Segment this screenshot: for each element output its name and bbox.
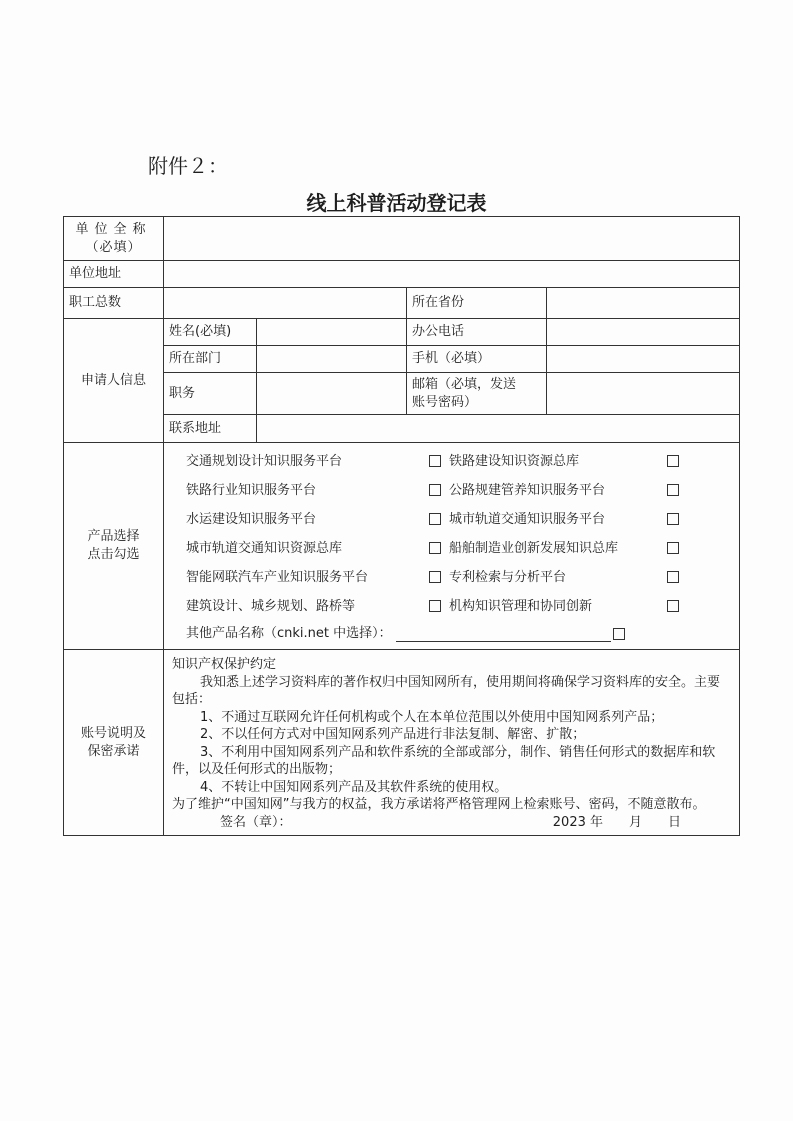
product-checkbox[interactable] xyxy=(429,571,441,583)
contact-address-label: 联系地址 xyxy=(164,415,257,443)
department-field[interactable] xyxy=(257,346,407,373)
product-checkbox[interactable] xyxy=(429,513,441,525)
mobile-label: 手机（必填） xyxy=(407,346,547,373)
staff-total-field[interactable] xyxy=(164,288,407,319)
product-label: 城市轨道交通知识服务平台 xyxy=(449,511,606,527)
signature-label: 签名（章）： xyxy=(220,814,292,830)
product-label: 公路规建管养知识服务平台 xyxy=(449,482,606,498)
product-checkbox[interactable] xyxy=(667,542,679,554)
product-row xyxy=(186,592,731,621)
product-checkbox[interactable] xyxy=(667,600,679,612)
office-phone-label: 办公电话 xyxy=(407,319,547,346)
product-row xyxy=(186,505,731,534)
unit-address-field[interactable] xyxy=(164,261,740,288)
product-label: 铁路行业知识服务平台 xyxy=(186,482,317,498)
product-checkbox[interactable] xyxy=(429,484,441,496)
office-phone-field[interactable] xyxy=(547,319,740,346)
province-label: 所在省份 xyxy=(407,288,547,319)
product-label: 城市轨道交通知识资源总库 xyxy=(186,540,343,556)
department-label: 所在部门 xyxy=(164,346,257,373)
staff-total-label: 职工总数 xyxy=(64,288,164,319)
product-section-label: 产品选择 点击勾选 xyxy=(64,443,164,650)
terms-promise: 为了维护“中国知网”与我方的权益，我方承诺将严格管理网上检索账号、密码，不随意散布。 xyxy=(172,797,706,813)
form-title: 线上科普活动登记表 xyxy=(306,191,487,215)
province-field[interactable] xyxy=(547,288,740,319)
product-checkbox[interactable] xyxy=(429,455,441,467)
other-product-row xyxy=(186,621,731,647)
email-field[interactable] xyxy=(547,373,740,415)
product-label: 船舶制造业创新发展知识总库 xyxy=(449,540,619,556)
terms-heading: 知识产权保护约定 xyxy=(172,657,277,672)
applicant-section-label: 申请人信息 xyxy=(64,319,164,443)
product-label: 机构知识管理和协同创新 xyxy=(449,598,593,614)
unit-name-field[interactable] xyxy=(164,217,740,261)
terms-content xyxy=(164,650,740,836)
other-product-label: 其他产品名称（cnki.net 中选择）： xyxy=(186,626,392,642)
product-row xyxy=(186,534,731,563)
product-label: 专利检索与分析平台 xyxy=(449,569,567,585)
terms-intro: 我知悉上述学习资料库的著作权归中国知网所有，使用期间将确保学习资料库的安全。主要包括： xyxy=(172,674,721,708)
product-checkbox[interactable] xyxy=(429,600,441,612)
position-field[interactable] xyxy=(257,373,407,415)
product-checkbox[interactable] xyxy=(667,513,679,525)
product-label: 交通规划设计知识服务平台 xyxy=(186,453,343,469)
product-checkbox[interactable] xyxy=(667,571,679,583)
product-label: 水运建设知识服务平台 xyxy=(186,511,317,527)
applicant-name-label: 姓名(必填) xyxy=(164,319,257,346)
product-list xyxy=(164,443,740,650)
signature-row xyxy=(172,814,731,832)
other-product-input[interactable] xyxy=(396,627,611,642)
registration-form-table xyxy=(63,216,740,836)
terms-section-label: 账号说明及 保密承诺 xyxy=(64,650,164,836)
attachment-label: 附件２： xyxy=(148,154,228,178)
contact-address-field[interactable] xyxy=(257,415,740,443)
unit-address-label: 单位地址 xyxy=(64,261,164,288)
product-label: 铁路建设知识资源总库 xyxy=(449,453,580,469)
terms-item: 1、不通过互联网允许任何机构或个人在本单位范围以外使用中国知网系列产品； xyxy=(200,709,664,725)
other-product-checkbox[interactable] xyxy=(613,628,625,640)
email-label: 邮箱（必填，发送 账号密码） xyxy=(407,373,547,415)
position-label: 职务 xyxy=(164,373,257,415)
product-row xyxy=(186,476,731,505)
product-checkbox[interactable] xyxy=(667,484,679,496)
terms-item: 4、不转让中国知网系列产品及其软件系统的使用权。 xyxy=(200,779,508,795)
applicant-name-field[interactable] xyxy=(257,319,407,346)
unit-name-label: 单位全称 （必填） xyxy=(64,217,164,261)
product-checkbox[interactable] xyxy=(429,542,441,554)
signature-date: 2023 年 月 日 xyxy=(552,814,681,830)
terms-item: 3、不利用中国知网系列产品和软件系统的全部或部分，制作、销售任何形式的数据库和软件，以及任何形式的出版物； xyxy=(172,744,716,778)
product-checkbox[interactable] xyxy=(667,455,679,467)
product-row xyxy=(186,447,731,476)
product-label: 建筑设计、城乡规划、路桥等 xyxy=(186,598,356,614)
mobile-field[interactable] xyxy=(547,346,740,373)
terms-item: 2、不以任何方式对中国知网系列产品进行非法复制、解密、扩散； xyxy=(200,727,586,743)
product-row xyxy=(186,563,731,592)
product-label: 智能网联汽车产业知识服务平台 xyxy=(186,569,369,585)
